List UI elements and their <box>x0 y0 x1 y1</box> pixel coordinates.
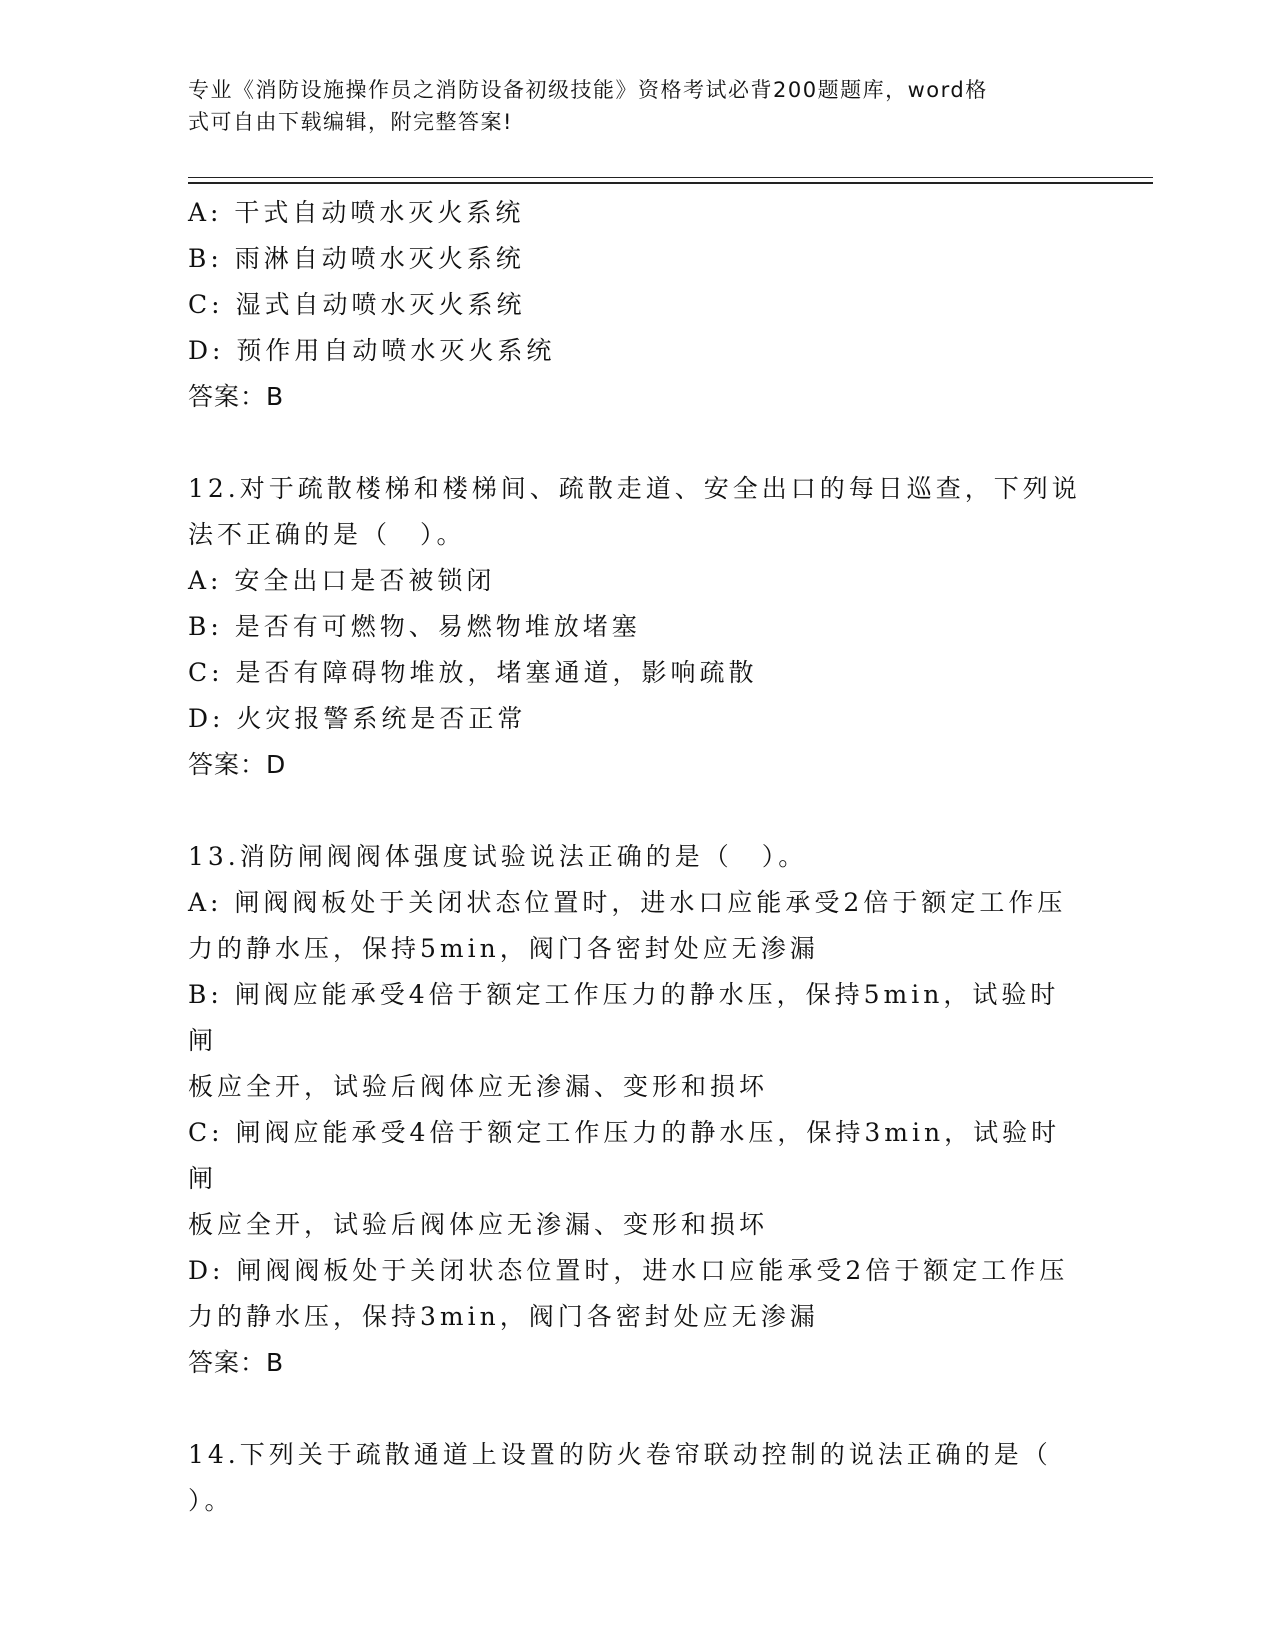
q11-option-a: A: 干式自动喷水灭火系统 <box>188 198 525 227</box>
q14-title-line-1: 14.下列关于疏散通道上设置的防火卷帘联动控制的说法正确的是（ <box>188 1440 1052 1469</box>
q13-option-c-line-2: 板应全开，试验后阀体应无渗漏、变形和损坏 <box>188 1210 769 1239</box>
header-divider-thick <box>188 182 1153 184</box>
q13-option-b-line-2: 板应全开，试验后阀体应无渗漏、变形和损坏 <box>188 1072 769 1101</box>
q13-option-d-line-2: 力的静水压，保持3min，阀门各密封处应无渗漏 <box>188 1302 819 1331</box>
q12-option-c: C: 是否有障碍物堆放，堵塞通道，影响疏散 <box>188 658 758 687</box>
question-content <box>188 190 1088 1524</box>
q13-option-c-line-1: C: 闸阀应能承受4倍于额定工作压力的静水压，保持3min，试验时闸 <box>188 1118 1061 1193</box>
header-divider-thin <box>188 177 1153 178</box>
q13-answer: 答案：B <box>188 1348 285 1377</box>
q12-title-line-1: 12.对于疏散楼梯和楼梯间、疏散走道、安全出口的每日巡查，下列说 <box>188 474 1081 503</box>
q12-option-b: B: 是否有可燃物、易燃物堆放堵塞 <box>188 612 641 641</box>
q13-option-d-line-1: D: 闸阀阀板处于关闭状态位置时，进水口应能承受2倍于额定工作压 <box>188 1256 1069 1285</box>
q11-option-c: C: 湿式自动喷水灭火系统 <box>188 290 526 319</box>
q12-option-d: D: 火灾报警系统是否正常 <box>188 704 527 733</box>
question-14 <box>188 1432 1088 1524</box>
q12-title-line-2: 法不正确的是（ ）。 <box>188 520 466 549</box>
question-12 <box>188 466 1088 788</box>
q11-answer: 答案：B <box>188 382 285 411</box>
document-header <box>188 74 1068 138</box>
question-11 <box>188 190 1088 420</box>
q12-option-a: A: 安全出口是否被锁闭 <box>188 566 496 595</box>
q13-option-a-line-1: A: 闸阀阀板处于关闭状态位置时，进水口应能承受2倍于额定工作压 <box>188 888 1067 917</box>
q14-title-line-2: ）。 <box>188 1486 234 1515</box>
header-line-1: 专业《消防设施操作员之消防设备初级技能》资格考试必背200题题库，word格 <box>188 78 988 102</box>
q11-option-d: D: 预作用自动喷水灭火系统 <box>188 336 556 365</box>
q13-title: 13.消防闸阀阀体强度试验说法正确的是（ ）。 <box>188 842 808 871</box>
q13-option-b-line-1: B: 闸阀应能承受4倍于额定工作压力的静水压，保持5min，试验时闸 <box>188 980 1060 1055</box>
q12-answer: 答案：D <box>188 750 287 779</box>
q11-option-b: B: 雨淋自动喷水灭火系统 <box>188 244 525 273</box>
header-line-2: 式可自由下载编辑，附完整答案! <box>188 110 513 134</box>
question-13 <box>188 834 1088 1386</box>
q13-option-a-line-2: 力的静水压，保持5min，阀门各密封处应无渗漏 <box>188 934 819 963</box>
